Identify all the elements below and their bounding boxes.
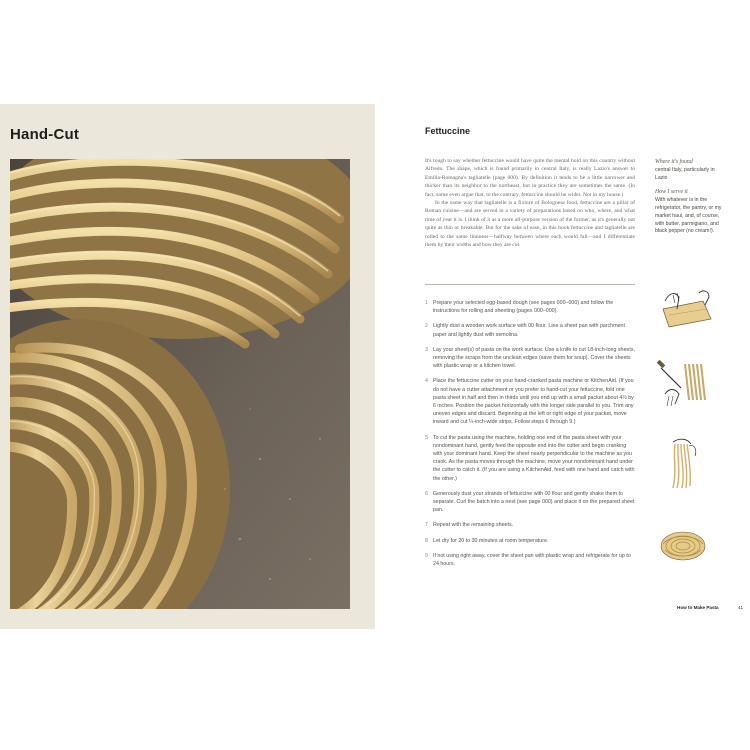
hanging-strands-illustration [655,434,715,494]
step-text: Prepare your selected egg-based dough (see pages 000–000) and follow the instructions for rolling and sheeting (pages 000–000). [433,300,614,315]
step-item [425,322,635,338]
step-item [425,434,635,483]
step-text: Lay your sheet(s) of pasta on the work surface. Use a knife to cut 18-inch-long sheets, removing the scraps from the unclean edges (save them for soup). Cover the sheets with plastic wrap or a kitchen towel. [433,346,635,370]
step-number: 7 [425,522,428,529]
step-number: 2 [425,323,428,330]
step-item [425,537,635,545]
step-item [425,299,635,315]
step-text: Let dry for 20 to 30 minutes at room temperature. [433,537,549,544]
cutting-strips-illustration [655,354,715,414]
method-steps [425,299,635,575]
step-text: To cut the pasta using the machine, holding one end of the pasta sheet with your nondominant hand, gently feed the opposite end into the cutter and begin cranking with your dominant hand. Keep the sheet nearly perpendicular to the machine as you crank. As the pasta moves through the machine, move your nondominant hand under the cutter to catch it. (If you are using a KitchenAid, feed with one hand and catch with the other.) [433,434,635,482]
intro-paragraph: It's tough to say whether fettuccine would have quite the mental hold on this country without Alfredo. The shape, which is found primarily in central Italy, is really Lazio's answer to Emilia-Romagna's tagliatelle (page 000). By definition it tends to be a little narrower and thicker than its neighbor to the northeast, but in practice they are sometimes the same. (In fact, some even argue that, to the contrary, fettuccine should be wider. Not in my house.) [425,158,635,198]
step-item [425,346,635,371]
serve-text: With whatever is in the refrigerator, the pantry, or my market haul, and, of course, with butter, parmigiano, and black pepper (no cream!). [655,197,722,235]
intro-text [425,157,635,249]
footer-section-title: How to Make Pasta [677,605,719,610]
step-number: 9 [425,552,428,559]
step-number: 8 [425,537,428,544]
step-text: Lightly dust a wooden work surface with 00 flour. Line a sheet pan with parchment paper and lightly dust with semolina. [433,323,625,338]
pasta-nest-illustration [655,514,715,574]
step-item [425,521,635,529]
found-text: central Italy, particularly in Lazio [655,166,715,181]
step-item [425,552,635,568]
section-title: Hand-Cut [10,126,80,143]
left-page [0,104,375,629]
step-number: 1 [425,300,428,306]
right-page [375,104,750,629]
step-text: Generously dust your strands of fettuccine with 00 flour and gently shake them to separate. Curl the batch into a nest (see page 000) and place it on the prepared sheet pan. [433,490,635,514]
step-text: If not using right away, cover the sheet pan with plastic wrap and refrigerate for up to 24 hours. [433,552,631,568]
divider [425,284,635,285]
step-text: Repeat with the remaining sheets. [433,522,514,529]
fettuccine-nests-photo [10,159,350,609]
step-number: 5 [425,434,428,441]
step-item [425,490,635,515]
book-spread [0,104,750,629]
step-number: 4 [425,378,428,385]
step-item [425,377,635,426]
intro-paragraph: In the same way that tagliatelle is a fixture of Bolognese food, fettuccine are a pillar of Roman cuisine—and are served in a variety of preparations based on who, where, and what time of year it is. I think of it as a more all-purpose version of the former, as it's generally not quite as thin or breakable. But for the sake of ease, in this book fettuccine and tagliatelle are rolled to the same thinness—halfway between where each would fall—and I differentiate them by their widths and how they are cut. [425,200,635,249]
page-number: 41 [738,605,744,610]
step-number: 6 [425,490,428,497]
step-text: Place the fettuccine cutter on your hand-cranked pasta machine or KitchenAid. (If you do not have a cutter attachment or you prefer to hand-cut your fettuccine, fold one pasta sheet in half and then in thirds until you end up with a small packet about 4½ by 6 inches. Position the packet horizontally with the longer side parallel to you. Trim any uneven edges and discard. Beginning at the left or right edge of your packet, move inward and cut ¼-inch-wide strips. Follow steps 6 through 9.) [433,378,634,426]
recipe-title: Fettuccine [425,126,471,136]
sidebar-notes [655,159,725,243]
folded-sheet-illustration [655,279,715,339]
serve-heading: How I serve it [655,189,688,196]
found-heading: Where it's found [655,159,693,165]
step-number: 3 [425,346,428,353]
